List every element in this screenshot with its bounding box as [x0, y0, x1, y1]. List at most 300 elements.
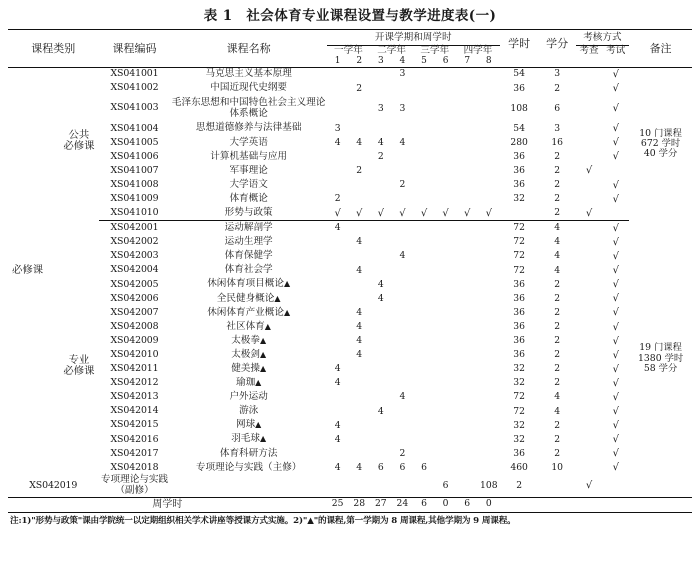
assess-exam-mark: √	[612, 406, 619, 418]
semester-6-hours	[435, 250, 457, 264]
table-row	[8, 362, 692, 376]
course-code: XS041008	[110, 178, 159, 190]
semester-1-hours	[327, 391, 349, 405]
semester-4-hours	[392, 348, 414, 362]
semester-3-hours	[370, 320, 392, 334]
course-name: 游泳	[239, 405, 259, 417]
semester-7-hours	[456, 178, 478, 192]
assess-check-mark	[576, 278, 603, 292]
semester-2-hours	[348, 192, 370, 206]
assess-exam-mark: √	[585, 480, 593, 492]
semester-1-hours: 4	[334, 363, 341, 375]
course-total-hours: 72	[513, 222, 525, 234]
assess-check-mark	[576, 67, 603, 82]
triangle-marker-icon: ▲	[255, 420, 262, 430]
assess-check-mark	[576, 461, 603, 475]
assess-exam-mark: √	[612, 151, 619, 163]
semester-6-hours	[435, 278, 457, 292]
semester-2-hours: 4	[356, 461, 363, 473]
course-name: 专项理论与实践（主修）	[195, 461, 302, 473]
course-code: XS042010	[110, 349, 159, 361]
semester-2-hours: 4	[356, 320, 363, 332]
assess-check-mark: √	[585, 165, 593, 177]
semester-3-hours: 3	[377, 102, 384, 114]
course-code: XS042002	[110, 236, 159, 248]
semester-8-hours	[478, 178, 500, 192]
semester-4-hours: 2	[399, 447, 406, 459]
semester-3-hours	[370, 178, 392, 192]
semester-2-hours: 4	[356, 136, 363, 148]
semester-8-hours	[478, 192, 500, 206]
semester-1-hours	[327, 96, 349, 122]
course-code: XS041009	[110, 192, 159, 204]
semester-8-hours	[478, 82, 500, 96]
semester-4-hours	[392, 320, 414, 334]
semester-5-hours	[413, 82, 435, 96]
course-total-hours: 108	[510, 102, 528, 114]
semester-1-hours	[327, 405, 349, 419]
semester-5-hours	[413, 362, 435, 376]
course-name: 户外运动	[229, 391, 268, 403]
semester-3-hours: 4	[377, 405, 384, 417]
assess-exam-mark: √	[612, 335, 619, 347]
table-row	[8, 391, 692, 405]
course-code: XS042019	[29, 479, 78, 491]
semester-1-hours: 4	[334, 433, 341, 445]
semester-2-hours: 2	[356, 82, 363, 94]
semester-2-hours	[348, 405, 370, 419]
semester-7-hours	[456, 250, 478, 264]
course-name: 健美操▲	[231, 363, 267, 374]
course-credits: 3	[554, 68, 561, 80]
course-credits: 3	[554, 122, 561, 134]
semester-2-hours	[348, 96, 370, 122]
assess-exam-mark	[602, 206, 629, 221]
semester-5-hours	[413, 122, 435, 136]
semester-5-hours	[413, 150, 435, 164]
assess-exam-mark: √	[612, 251, 619, 263]
semester-3-hours: √	[377, 207, 384, 219]
assess-check-mark	[576, 192, 603, 206]
course-code: XS042015	[110, 419, 159, 431]
semester-3-hours	[370, 192, 392, 206]
assess-check-mark	[576, 405, 603, 419]
semester-7-hours	[456, 136, 478, 150]
triangle-marker-icon: ▲	[255, 378, 262, 388]
semester-8-hours	[478, 96, 500, 122]
table-row	[8, 122, 692, 136]
course-name: 网球▲	[235, 419, 262, 431]
assess-exam-mark: √	[612, 349, 619, 361]
course-credits: 2	[554, 447, 561, 459]
course-credits: 4	[554, 264, 561, 276]
course-total-hours: 72	[513, 236, 525, 248]
semester-3-hours	[370, 419, 392, 433]
course-code: XS042012	[110, 377, 159, 389]
table-row	[8, 206, 692, 221]
header-code: 课程编码	[112, 42, 157, 56]
assess-check-mark	[576, 250, 603, 264]
course-code: XS042005	[110, 278, 159, 290]
course-total-hours: 36	[513, 306, 525, 318]
course-total-hours: 36	[513, 150, 525, 162]
table-row	[8, 235, 692, 249]
semester-5-hours	[413, 250, 435, 264]
weekly-hours-total-row	[8, 497, 692, 512]
semester-8-hours: √	[485, 207, 492, 219]
course-credits: 2	[554, 150, 561, 162]
assess-exam-mark: √	[612, 293, 619, 305]
semester-5-hours	[413, 320, 435, 334]
semester-7-hours	[456, 306, 478, 320]
course-total-hours: 32	[513, 193, 525, 205]
semester-8-hours	[478, 122, 500, 136]
semester-6-hours	[435, 391, 457, 405]
course-credits: 6	[554, 102, 561, 114]
semester-6-hours	[435, 235, 457, 249]
course-name: 专项理论与实践（副修）	[100, 474, 169, 496]
semester-7-hours	[456, 164, 478, 178]
header-semester-3: 3	[377, 56, 384, 67]
assess-exam-mark: √	[612, 434, 619, 446]
course-name: 计算机基础与应用	[210, 150, 288, 162]
category-public-required-label: 公共 必修课	[63, 128, 95, 153]
semester-5-hours	[413, 164, 435, 178]
semester-7-hours	[456, 150, 478, 164]
assess-check-mark	[576, 419, 603, 433]
semester-6-hours	[435, 320, 457, 334]
semester-4-hours: 3	[399, 68, 406, 80]
semester-8-hours	[478, 447, 500, 461]
course-total-hours: 72	[513, 391, 525, 403]
semester-6-hours	[435, 306, 457, 320]
course-credits: 2	[554, 377, 561, 389]
semester-7-hours	[456, 235, 478, 249]
semester-8-hours	[478, 348, 500, 362]
course-total-hours: 36	[513, 335, 525, 347]
semester-8-hours	[478, 334, 500, 348]
assess-exam-mark: √	[612, 279, 619, 291]
table-row	[8, 150, 692, 164]
table-row	[8, 433, 692, 447]
semester-4-hours	[392, 278, 414, 292]
semester-1-hours	[327, 348, 349, 362]
triangle-marker-icon: ▲	[274, 293, 281, 303]
assess-check-mark	[576, 334, 603, 348]
assess-check-mark	[576, 96, 603, 122]
assess-exam-mark: √	[612, 265, 619, 277]
semester-3-hours	[370, 348, 392, 362]
triangle-marker-icon: ▲	[264, 321, 271, 331]
course-code: XS042013	[110, 391, 159, 403]
semester-8-hours	[478, 136, 500, 150]
semester-4-hours	[392, 292, 414, 306]
semester-4-hours	[392, 264, 414, 278]
course-credits: 2	[554, 292, 561, 304]
header-semester-8: 8	[485, 56, 492, 67]
course-name: 社区体育▲	[226, 320, 271, 332]
semester-6-hours	[435, 419, 457, 433]
course-total-hours: 36	[513, 179, 525, 190]
semester-1-hours	[327, 150, 349, 164]
semester-6-hours	[435, 348, 457, 362]
table-header	[8, 30, 692, 68]
assess-exam-mark: √	[612, 448, 619, 460]
remark-public-required: 10 门课程 672 学时 40 学分	[639, 127, 682, 160]
semester-5-hours	[413, 178, 435, 192]
course-code: XS041001	[110, 68, 159, 80]
header-year-1: 一学年	[334, 44, 363, 56]
course-credits: 16	[551, 136, 564, 148]
assess-check-mark	[576, 447, 603, 461]
semester-2-hours	[348, 376, 370, 390]
semester-6-hours	[435, 136, 457, 150]
weekly-hours-padding	[500, 497, 692, 512]
assess-check-mark	[576, 292, 603, 306]
semester-4-hours	[392, 376, 414, 390]
header-credits: 学分	[546, 37, 569, 51]
course-name: 体育保健学	[224, 250, 273, 262]
course-credits: 10	[551, 461, 564, 473]
course-name: 太极剑▲	[231, 348, 267, 360]
table-row	[8, 461, 692, 475]
assess-check-mark	[576, 348, 603, 362]
semester-3-hours	[370, 221, 392, 235]
semester-7-hours	[456, 96, 478, 122]
semester-4-hours: 4	[399, 391, 406, 403]
semester-1-hours	[327, 306, 349, 320]
course-name: 体育社会学	[224, 264, 273, 276]
header-spacer-exam	[602, 56, 629, 67]
assess-exam-mark	[602, 164, 629, 178]
header-semester-4: 4	[399, 56, 406, 67]
semester-8-hours	[478, 150, 500, 164]
semester-1-hours	[327, 292, 349, 306]
semester-7-hours: √	[464, 207, 471, 219]
semester-7-hours	[456, 122, 478, 136]
header-semester-group: 开课学期和周学时	[327, 30, 500, 46]
course-credits: 2	[516, 479, 523, 491]
semester-4-hours: 4	[399, 136, 406, 148]
table-row	[8, 82, 692, 96]
semester-3-hours	[370, 122, 392, 136]
semester-6-hours	[435, 264, 457, 278]
course-name: 大学语文	[229, 178, 268, 190]
course-code: XS042008	[110, 320, 159, 332]
header-hours: 学时	[508, 37, 531, 51]
table-row	[8, 475, 692, 497]
semester-3-hours	[348, 475, 370, 497]
semester-1-hours	[327, 250, 349, 264]
course-credits: 2	[554, 278, 561, 290]
course-total-hours: 108	[480, 479, 498, 491]
semester-1-hours: 4	[334, 136, 341, 148]
remark-major-required: 19 门课程 1380 学时 58 学分	[637, 342, 684, 375]
course-code: XS041005	[110, 136, 159, 148]
semester-7-hours	[456, 67, 478, 82]
weekly-hours-semester-5: 6	[421, 498, 427, 510]
semester-2-hours: 4	[356, 306, 363, 318]
assess-check-mark	[576, 362, 603, 376]
semester-6-hours	[435, 96, 457, 122]
assess-exam-mark: √	[612, 307, 619, 319]
header-semester-6: 6	[442, 56, 449, 67]
semester-2-hours: 2	[356, 164, 363, 176]
assess-check-mark: √	[585, 207, 593, 219]
header-year-3: 三学年	[420, 44, 450, 56]
course-total-hours: 36	[513, 278, 525, 290]
semester-7-hours	[456, 362, 478, 376]
semester-4-hours	[392, 150, 414, 164]
course-total-hours: 32	[513, 433, 525, 445]
semester-7-hours	[456, 391, 478, 405]
assess-exam-mark: √	[612, 391, 619, 403]
semester-3-hours	[370, 447, 392, 461]
assess-check-mark	[576, 320, 603, 334]
course-total-hours: 460	[510, 461, 528, 473]
semester-3-hours: 2	[377, 150, 384, 162]
course-credits: 2	[554, 363, 561, 375]
semester-5-hours	[413, 96, 435, 122]
header-name: 课程名称	[226, 42, 271, 56]
category-major-required-label: 专业 必修课	[63, 353, 95, 378]
assess-exam-mark: √	[612, 462, 619, 474]
semester-1-hours	[327, 178, 349, 192]
course-name: 休闲体育产业概论▲	[207, 306, 291, 318]
semester-3-hours	[370, 250, 392, 264]
semester-3-hours: 6	[377, 461, 384, 473]
table-row	[8, 192, 692, 206]
assess-exam-mark: √	[612, 137, 619, 149]
semester-1-hours	[327, 447, 349, 461]
semester-4-hours	[392, 235, 414, 249]
semester-8-hours	[478, 278, 500, 292]
semester-7-hours	[456, 221, 478, 235]
semester-2-hours	[348, 447, 370, 461]
semester-1-hours	[327, 278, 349, 292]
semester-5-hours: 6	[421, 461, 427, 473]
semester-2-hours	[327, 475, 349, 497]
table-row	[8, 250, 692, 264]
course-name: 形势与政策	[224, 206, 273, 218]
table-row	[8, 292, 692, 306]
course-name: 毛泽东思想和中国特色社会主义理论体系概论	[171, 97, 326, 119]
semester-6-hours	[435, 362, 457, 376]
semester-4-hours	[392, 419, 414, 433]
semester-8-hours	[478, 320, 500, 334]
course-total-hours: 54	[513, 68, 525, 80]
course-name: 中国近现代史纲要	[210, 82, 288, 94]
course-name: 休闲体育项目概论▲	[207, 278, 291, 290]
semester-1-hours: 4	[334, 461, 341, 473]
course-credits: 2	[554, 164, 561, 176]
semester-1-hours: √	[334, 207, 341, 219]
course-total-hours: 54	[513, 122, 525, 134]
semester-5-hours	[413, 334, 435, 348]
course-credits: 2	[554, 82, 561, 94]
semester-8-hours	[478, 292, 500, 306]
course-name: 体育概论	[229, 192, 268, 204]
semester-1-hours	[327, 264, 349, 278]
semester-7-hours	[456, 376, 478, 390]
semester-7-hours: 6	[442, 479, 449, 491]
semester-7-hours	[456, 264, 478, 278]
semester-6-hours	[435, 447, 457, 461]
semester-5-hours	[413, 306, 435, 320]
semester-8-hours	[478, 164, 500, 178]
semester-5-hours	[413, 405, 435, 419]
course-credits: 2	[554, 193, 561, 205]
course-credits: 4	[554, 250, 561, 262]
assess-check-mark	[576, 376, 603, 390]
semester-5-hours	[413, 292, 435, 306]
table-row	[8, 334, 692, 348]
semester-1-hours	[327, 164, 349, 178]
semester-6-hours	[435, 221, 457, 235]
course-total-hours: 32	[513, 419, 525, 431]
assess-exam-mark: √	[612, 377, 619, 389]
semester-2-hours: 4	[356, 335, 363, 347]
semester-4-hours: 6	[399, 461, 406, 473]
semester-4-hours	[392, 221, 414, 235]
assess-exam-mark: √	[612, 69, 619, 80]
semester-1-hours: 4	[334, 377, 341, 389]
semester-7-hours	[456, 461, 478, 475]
semester-6-hours	[435, 192, 457, 206]
header-year-2: 二学年	[377, 44, 406, 56]
semester-7-hours	[456, 192, 478, 206]
weekly-hours-semester-3: 27	[374, 498, 387, 510]
weekly-hours-semester-8: 0	[485, 498, 492, 510]
semester-2-hours	[348, 362, 370, 376]
course-total-hours: 72	[513, 405, 525, 417]
course-code: XS042016	[110, 433, 159, 445]
semester-8-hours	[478, 250, 500, 264]
course-name: 体育科研方法	[219, 447, 278, 459]
semester-1-hours: 3	[334, 122, 341, 134]
semester-6-hours	[435, 334, 457, 348]
assess-check-mark	[576, 235, 603, 249]
assess-check-mark	[576, 391, 603, 405]
course-name: 羽毛球▲	[231, 433, 267, 445]
semester-5-hours	[413, 376, 435, 390]
course-credits: 2	[554, 320, 561, 332]
semester-8-hours	[478, 433, 500, 447]
semester-4-hours	[392, 405, 414, 419]
assess-exam-mark: √	[612, 123, 619, 135]
course-code: XS042018	[110, 461, 159, 473]
semester-3-hours	[370, 235, 392, 249]
course-credits: 2	[554, 419, 561, 431]
course-credits: 2	[554, 433, 561, 445]
course-credits: 2	[554, 335, 561, 347]
assess-exam-mark: √	[612, 83, 619, 95]
semester-2-hours	[348, 433, 370, 447]
semester-5-hours	[413, 447, 435, 461]
table-row	[8, 306, 692, 320]
semester-4-hours: √	[399, 207, 406, 219]
weekly-hours-semester-1: 25	[331, 498, 344, 510]
semester-5-hours	[413, 391, 435, 405]
semester-8-hours	[478, 461, 500, 475]
semester-4-hours	[392, 433, 414, 447]
semester-1-hours	[327, 320, 349, 334]
semester-6-hours	[435, 82, 457, 96]
course-credits: 4	[554, 236, 561, 248]
assess-check-mark	[576, 221, 603, 235]
semester-4-hours: 3	[399, 102, 406, 114]
semester-2-hours	[348, 150, 370, 164]
